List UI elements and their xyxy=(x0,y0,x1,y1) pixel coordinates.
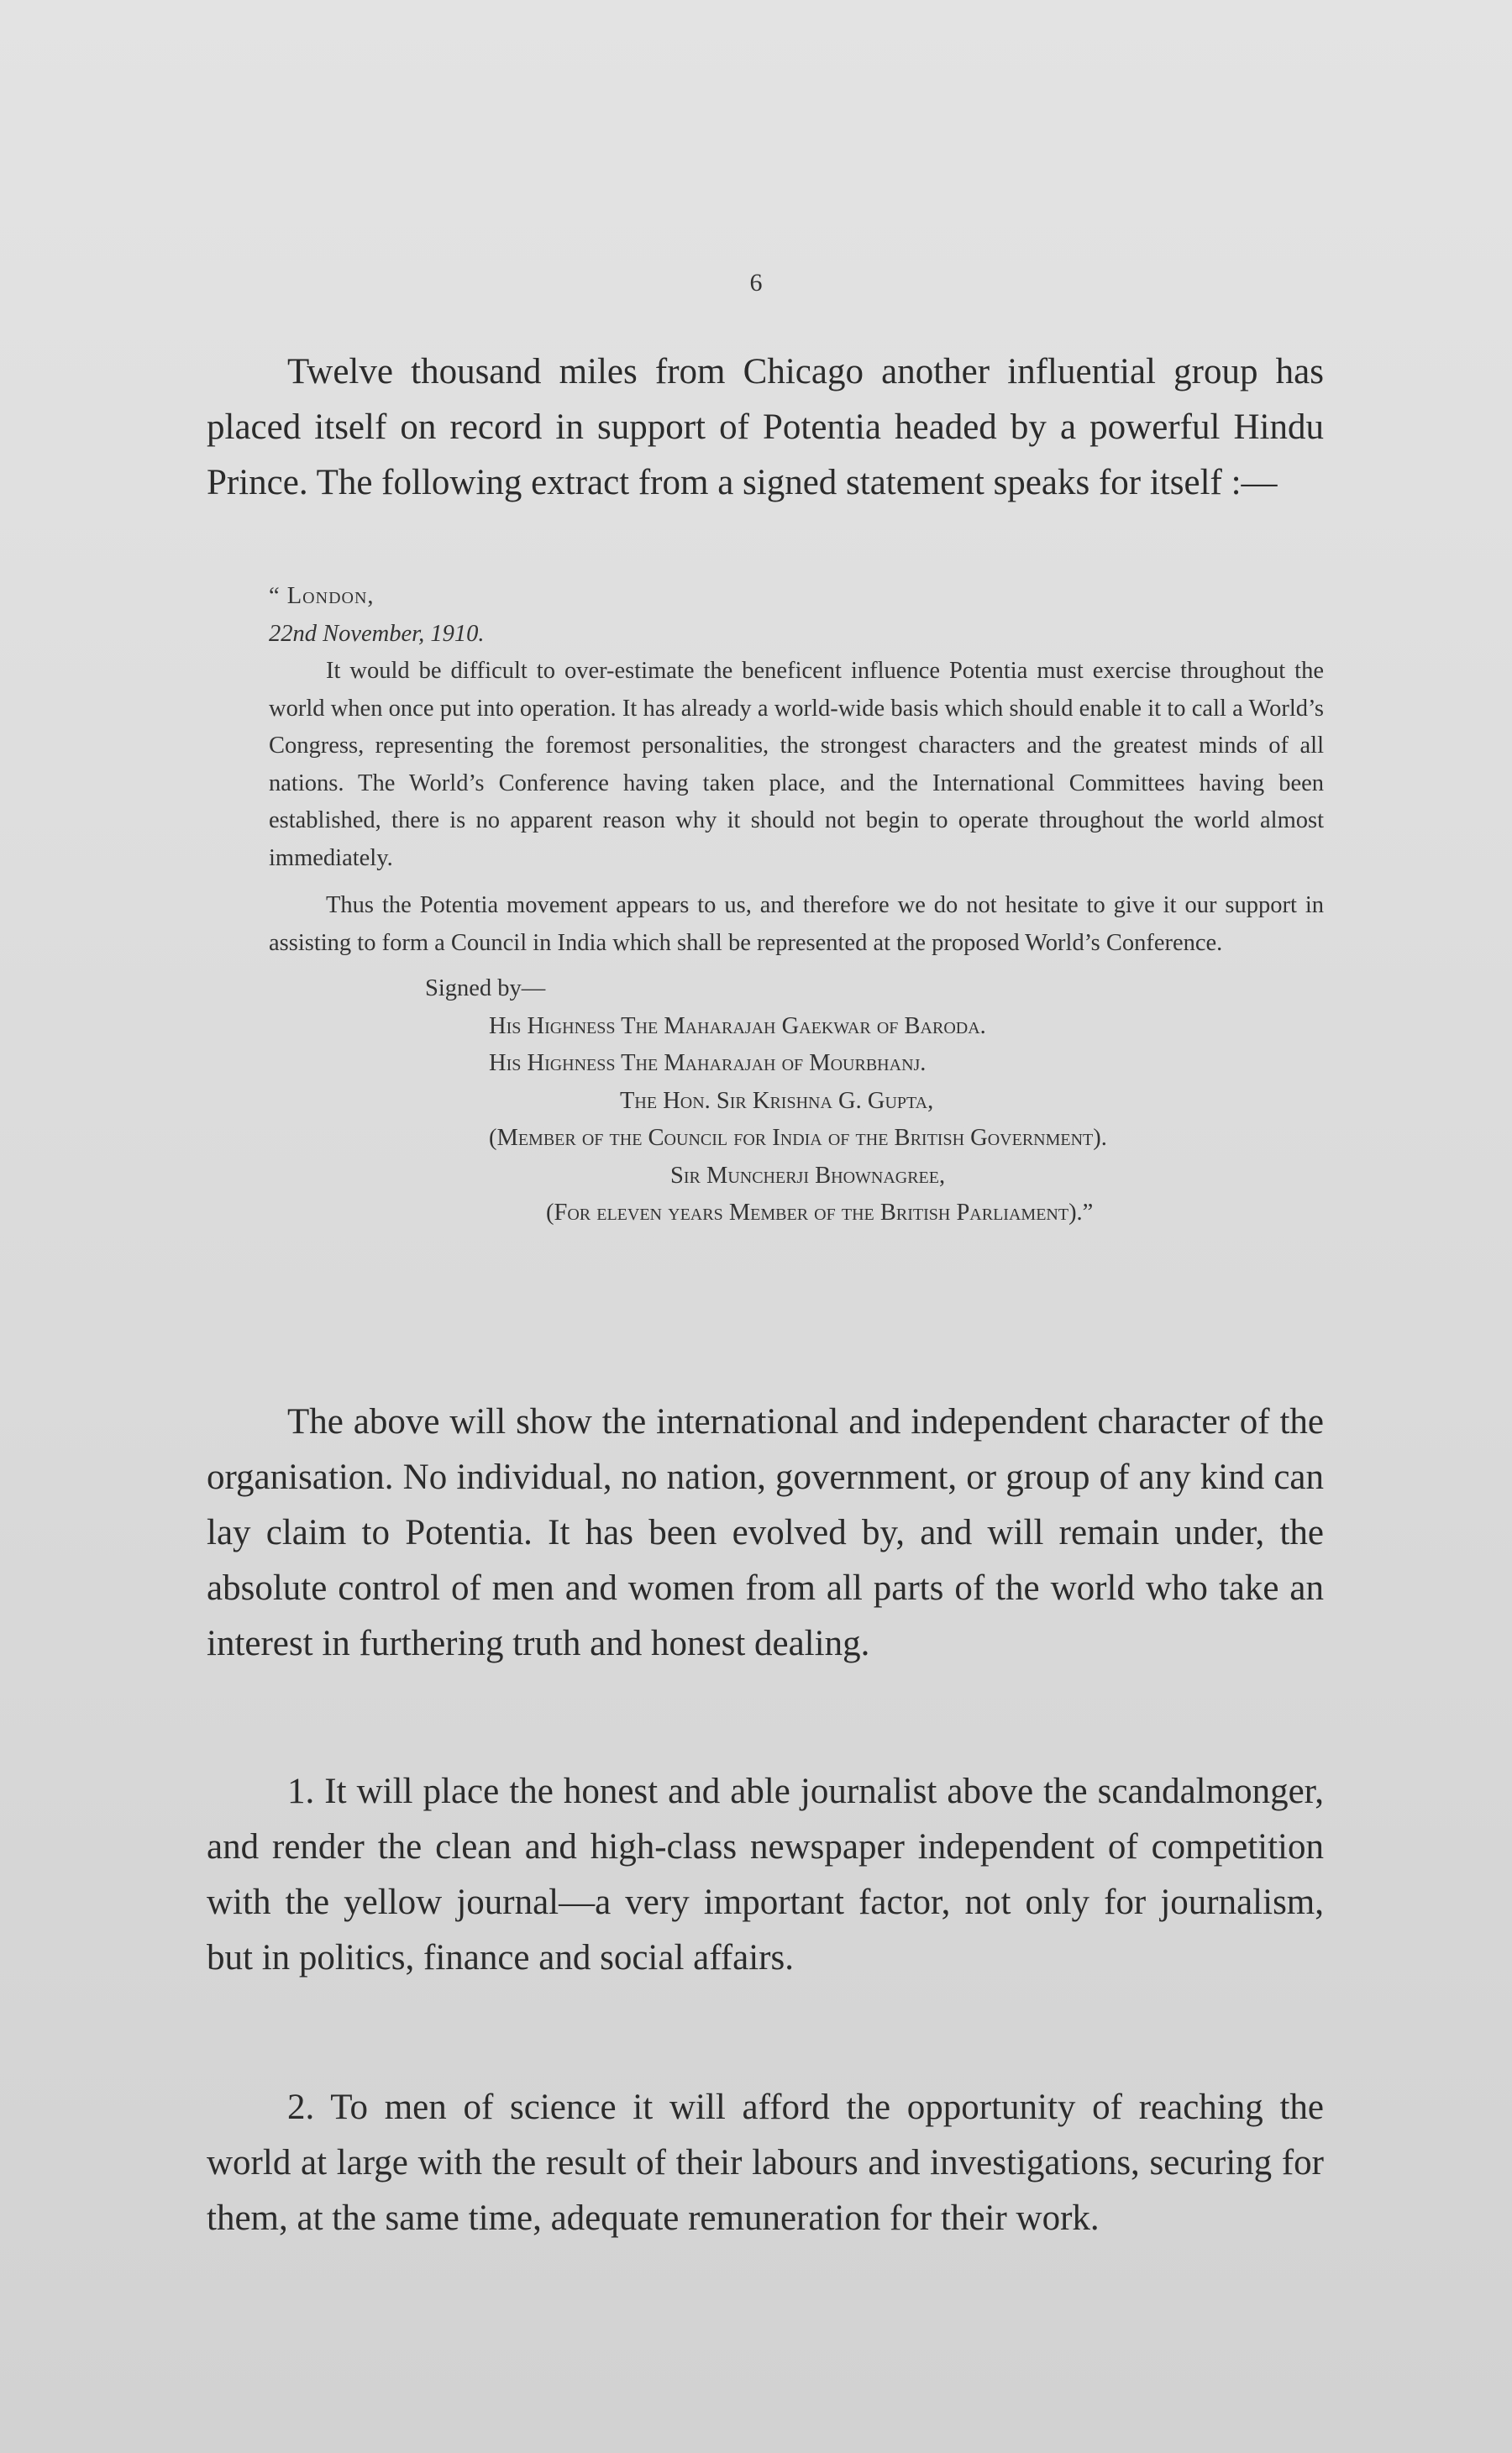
quote-place: “ London, xyxy=(269,583,375,609)
point-2-paragraph: 2. To men of science it will afford the opportunity of reaching the world at large with the result of their labours and investigations, securing for them, at the same time, adequate remuneration for their work. xyxy=(207,2088,1324,2238)
signatory-gupta: The Hon. Sir Krishna G. Gupta, xyxy=(620,1087,934,1114)
signatory-baroda: His Highness The Maharajah Gaekwar of Baroda. xyxy=(489,1012,986,1039)
signed-by-label: Signed by— xyxy=(425,975,546,1001)
signatory-mourbhanj: His Highness The Maharajah of Mourbhanj. xyxy=(489,1050,927,1076)
signed-statement-quote xyxy=(269,578,1324,1232)
quote-date: 22nd November, 1910. xyxy=(269,620,485,647)
intro-paragraph: Twelve thousand miles from Chicago another influential group has placed itself on record in support of Potentia headed by a powerful Hindu Prince. The following extract from a signed statement speaks for itself :— xyxy=(207,352,1324,502)
signatory-gupta-note: (Member of the Council for India of the British Government). xyxy=(489,1125,1107,1151)
signatory-bhownagree: Sir Muncherji Bhownagree, xyxy=(670,1162,946,1189)
point-1-paragraph: 1. It will place the honest and able journalist above the scandalmonger, and render the clean and high-class newspaper independent of competition with the yellow journal—a very important factor, not only for journalism, but in politics, finance and social affairs. xyxy=(207,1772,1324,1978)
page-number: 6 xyxy=(749,269,763,297)
organisation-paragraph: The above will show the international and independent character of the organisation. No individual, no nation, government, or group of any kind can lay claim to Potentia. It has been evolved by, and will remain under, the absolute control of men and women from all parts of the world who take an interest in furthering truth and honest dealing. xyxy=(207,1402,1324,1663)
quote-paragraph-1: It would be difficult to over-estimate the beneficent influence Potentia must exercise throughout the world when once put into operation. It has already a world-wide basis which should enable it to call a World’s Congress, representing the foremost personalities, the strongest characters and the greatest minds of all nations. The World’s Conference having taken place, and the International Committees having been established, there is no apparent reason why it should not begin to operate throughout the world almost immediately. xyxy=(269,658,1324,871)
quote-paragraph-2: Thus the Potentia movement appears to us, and therefore we do not hesitate to give it our support in assisting to form a Council in India which shall be represented at the proposed World’s Conference. xyxy=(269,892,1324,956)
signatory-bhownagree-note: (For eleven years Member of the British Parliament).” xyxy=(546,1200,1094,1226)
